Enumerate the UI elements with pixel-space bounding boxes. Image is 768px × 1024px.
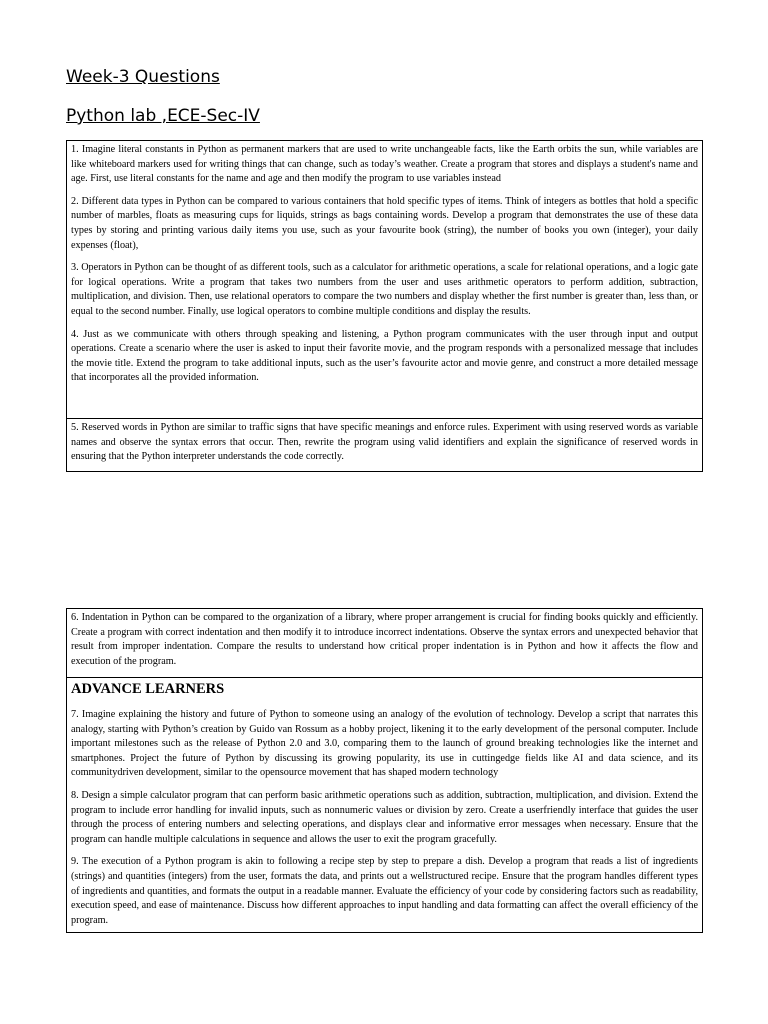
question-5: 5. Reserved words in Python are similar to traffic signs that have specific meanings and enforce rules. Experiment with using reserved words as variable names and observe the syntax errors that occur. Then, rewrite the program using valid identifiers and explain the significance of reserved words in ensuring that the Python interpreter understands the code correctly. (71, 422, 698, 463)
table-cell (67, 419, 703, 472)
questions-table-2 (66, 608, 703, 933)
question-3: 3. Operators in Python can be thought of as different tools, such as a calculator for arithmetic operations, a scale for relational operations, and a logic gate for logical operations. Write a program that takes two numbers from the user and uses arithmetic operators to perform addition, subtraction, multiplication, and division. Then, use relational operators to compare the two numbers and display whether the first number is greater than, less than, or equal to the second number. Finally, use logical operators to combine multiple conditions and display the results. (71, 262, 698, 317)
section-heading-advance-learners: ADVANCE LEARNERS (71, 681, 225, 697)
table-row (67, 419, 703, 472)
table-row (67, 609, 703, 678)
table-cell (67, 609, 703, 678)
question-2: 2. Different data types in Python can be compared to various containers that hold specific types of items. Think of integers as bottles that hold a specific number of marbles, floats as measuring cups for liquids, strings as bags containing words. Develop a program that demonstrates the use of these data types by storing and printing various daily items you use, such as your favourite book (string), the number of books you own (integer), your daily expenses (float), (71, 195, 698, 251)
table-row (67, 678, 703, 933)
question-4: 4. Just as we communicate with others through speaking and listening, a Python program communicates with the user through input and output operations. Create a scenario where the user is asked to input their favorite movie, and the program responds with a personalized message that includes the movie title. Extend the program to take additional inputs, such as the user’s favourite actor and movie genre, and construct a more detailed message that incorporates all the provided information. (71, 328, 698, 384)
table-cell (67, 678, 703, 933)
document-title: Week-3 Questions (66, 67, 220, 87)
document-subtitle: Python lab ,ECE-Sec-IV (66, 106, 260, 126)
table-cell (67, 141, 703, 419)
table-row (67, 141, 703, 419)
questions-table-1 (66, 140, 703, 472)
question-9: 9. The execution of a Python program is akin to following a recipe step by step to prepare a dish. Develop a program that reads a list of ingredients (strings) and quantities (integers) from the user, formats the data, and prints out a wellstructured recipe. Ensure that the program handles different types of ingredients and quantities, and formats the output in a readable manner. Evaluate the efficiency of your code by considering factors such as readability, execution speed, and ease of maintenance. Discuss how different approaches to input handling and data formatting can affect the overall efficiency of the program. (71, 856, 698, 926)
question-7: 7. Imagine explaining the history and future of Python to someone using an analogy of the evolution of technology. Develop a script that narrates this analogy, starting with Python’s creation by Guido van Rossum as a hobby project, likening it to the early development of the personal computer. Include important milestones such as the release of Python 2.0 and 3.0, comparing them to the launch of ground breaking technologies like the internet and smartphones. Project the future of Python by discussing its growing popularity, its use in cuttingedge fields like AI and data science, and its communitydriven development, similar to the opensource movement that has shaped modern technology (71, 709, 698, 779)
question-6: 6. Indentation in Python can be compared to the organization of a library, where proper arrangement is crucial for finding books quickly and efficiently. Create a program with correct indentation and then modify it to introduce incorrect indentations. Observe the syntax errors and unexpected behavior that result from improper indentation. Compare the results to understand how critical proper indentation is in Python and how it affects the flow and execution of the program. (71, 612, 698, 667)
question-8: 8. Design a simple calculator program that can perform basic arithmetic operations such as addition, subtraction, multiplication, and division. Extend the program to include error handling for invalid inputs, such as nonnumeric values or division by zero. Create a userfriendly interface that guides the user through the process of entering numbers and selecting operations, and displays clear and informative error messages when necessary. Ensure that the program can handle multiple calculations in sequence and allows the user to exit the program gracefully. (71, 789, 698, 845)
question-1: 1. Imagine literal constants in Python as permanent markers that are used to write unchangeable facts, like the Earth orbits the sun, while variables are like whiteboard markers used for writing things that can change, such as today’s weather. Create a program that stores and displays a student's name and age. First, use literal constants for the name and age and then modify the program to use variables instead (71, 144, 698, 185)
